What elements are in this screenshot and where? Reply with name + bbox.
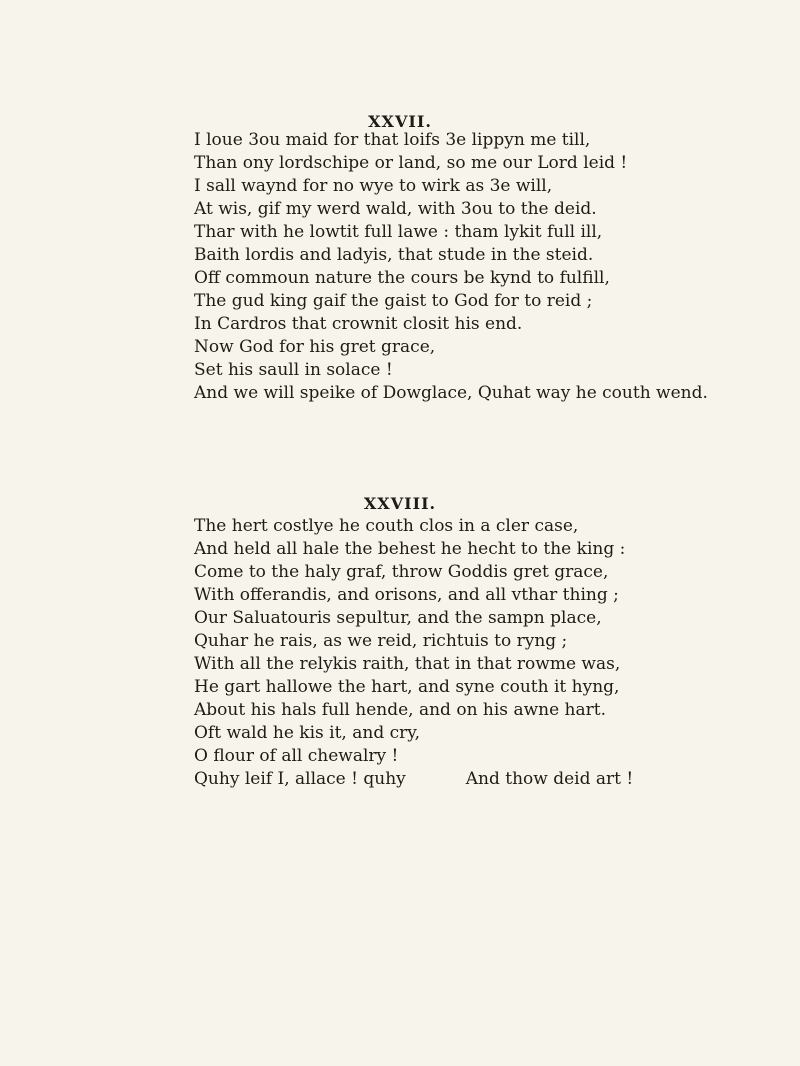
stanza bbox=[194, 129, 794, 405]
verse-line: About his hals full hende, and on his awne hart. bbox=[194, 700, 606, 720]
section-heading: XXVII. bbox=[368, 112, 432, 131]
verse-line: O flour of all chewalry ! bbox=[194, 746, 399, 766]
verse-line: The gud king gaif the gaist to God for to reid ; bbox=[194, 291, 593, 311]
verse-line: Oft wald he kis it, and cry, bbox=[194, 723, 420, 743]
verse-line: In Cardros that crownit closit his end. bbox=[194, 314, 523, 334]
verse-line: Thar with he lowtit full lawe : tham lykit full ill, bbox=[194, 222, 603, 242]
verse-line: And held all hale the behest he hecht to the king : bbox=[194, 539, 626, 559]
verse-line: Than ony lordschipe or land, so me our Lord leid ! bbox=[194, 153, 628, 173]
verse-line: And we will speike of Dowglace, Quhat way he couth wend. bbox=[194, 383, 708, 403]
stanza bbox=[194, 515, 794, 791]
section-heading: XXVIII. bbox=[363, 494, 437, 513]
verse-line: He gart hallowe the hart, and syne couth it hyng, bbox=[194, 677, 620, 697]
verse-line: Off commoun nature the cours be kynd to fulfill, bbox=[194, 268, 610, 288]
verse-line: With all the relykis raith, that in that rowme was, bbox=[194, 654, 621, 674]
verse-line: I sall waynd for no wye to wirk as 3e will, bbox=[194, 176, 553, 196]
verse-line: I loue 3ou maid for that loifs 3e lippyn me till, bbox=[194, 130, 591, 150]
verse-line: Come to the haly graf, throw Goddis gret grace, bbox=[194, 562, 609, 582]
verse-line bbox=[194, 768, 794, 791]
verse-line: With offerandis, and orisons, and all vthar thing ; bbox=[194, 585, 619, 605]
verse-line-part: And thow deid art ! bbox=[465, 769, 634, 789]
verse-line: Our Saluatouris sepultur, and the sampn place, bbox=[194, 608, 602, 628]
verse-line: Now God for his gret grace, bbox=[194, 337, 436, 357]
verse-line-part: Quhy leif I, allace ! quhy bbox=[194, 769, 406, 789]
verse-line: Set his saull in solace ! bbox=[194, 360, 393, 380]
verse-line: At wis, gif my werd wald, with 3ou to the deid. bbox=[194, 199, 597, 219]
verse-line: Quhar he rais, as we reid, richtuis to ryng ; bbox=[194, 631, 568, 651]
verse-line: The hert costlye he couth clos in a cler case, bbox=[194, 516, 579, 536]
verse-line: Baith lordis and ladyis, that stude in the steid. bbox=[194, 245, 594, 265]
